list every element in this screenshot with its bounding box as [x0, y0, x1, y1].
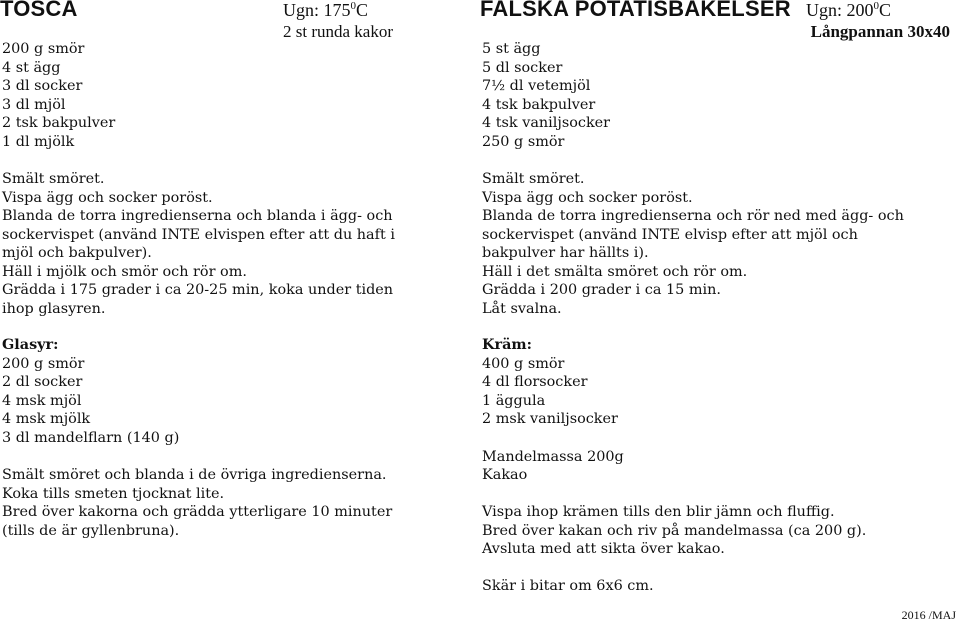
- instruction-line: Smält smöret.: [482, 171, 585, 187]
- footer-credit: 2016 /MAJ: [901, 608, 956, 622]
- instruction-line: Bred över kakorna och grädda ytterligare 10 minuter: [2, 504, 393, 520]
- glaze-heading: Glasyr:: [2, 336, 59, 353]
- ingredient-item: 2 dl socker: [2, 374, 83, 390]
- recipe-title: TOSCA: [0, 0, 78, 21]
- instruction-line: Vispa ägg och socker poröst.: [2, 190, 213, 206]
- oven-temperature: Ugn: $175^0C$: [283, 0, 369, 20]
- ingredient-item: 5 dl socker: [482, 60, 563, 76]
- instruction-line: sockervispet (använd INTE elvisp efter att mjöl och: [482, 227, 858, 243]
- instruction-line: Smält smöret och blanda i de övriga ingredienserna.: [2, 467, 387, 483]
- instruction-line: Låt svalna.: [482, 301, 562, 317]
- ingredient-item: 250 g smör: [482, 134, 565, 150]
- recipe-title: FALSKA POTATISBAKELSER: [480, 0, 791, 21]
- oven-temperature: Ugn: $200^0C$: [806, 0, 892, 20]
- instruction-line: Grädda i 200 grader i ca 15 min.: [482, 282, 721, 298]
- ingredient-item: 200 g smör: [2, 356, 85, 372]
- ingredient-item: 2 tsk bakpulver: [2, 115, 116, 131]
- ingredient-item: 4 tsk bakpulver: [482, 97, 596, 113]
- ingredient-item: 4 msk mjölk: [2, 411, 91, 427]
- ingredient-item: 3 dl mjöl: [2, 97, 66, 113]
- instruction-line: Grädda i 175 grader i ca 20-25 min, koka under tiden: [2, 282, 394, 298]
- instruction-line: Blanda de torra ingredienserna och blanda i ägg- och: [2, 208, 393, 224]
- ingredient-item: 200 g smör: [2, 41, 85, 57]
- instruction-line: Häll i mjölk och smör och rör om.: [2, 264, 247, 280]
- ingredient-item: 4 st ägg: [2, 60, 61, 76]
- serving-note: Skär i bitar om 6x6 cm.: [482, 578, 654, 594]
- ingredient-item: 3 dl mandelflarn (140 g): [2, 430, 180, 446]
- instruction-line: Blanda de torra ingredienserna och rör ned med ägg- och: [482, 208, 904, 224]
- instruction-line: Bred över kakan och riv på mandelmassa (ca 200 g).: [482, 523, 867, 539]
- instruction-line: Smält smöret.: [2, 171, 105, 187]
- ingredient-item: 4 msk mjöl: [2, 393, 82, 409]
- ingredient-item: 1 äggula: [482, 393, 546, 409]
- instruction-line: Koka tills smeten tjocknat lite.: [2, 486, 225, 502]
- ingredient-item: 5 st ägg: [482, 41, 541, 57]
- cream-heading: Kräm:: [482, 336, 532, 353]
- instruction-line: Häll i det smälta smöret och rör om.: [482, 264, 748, 280]
- ingredient-item: 7½ dl vetemjöl: [482, 78, 591, 94]
- ingredient-item: 400 g smör: [482, 356, 565, 372]
- recipe-yield: 2 st runda kakor: [283, 22, 394, 41]
- instruction-line: bakpulver har hällts i).: [482, 245, 649, 261]
- instruction-line: (tills de är gyllenbruna).: [2, 523, 180, 539]
- instruction-line: ihop glasyren.: [2, 301, 106, 317]
- ingredient-item: Mandelmassa 200g: [482, 449, 624, 465]
- ingredient-item: 1 dl mjölk: [2, 134, 75, 150]
- instruction-line: mjöl och bakpulver).: [2, 245, 152, 261]
- ingredient-item: 4 dl florsocker: [482, 374, 588, 390]
- ingredient-item: 3 dl socker: [2, 78, 83, 94]
- ingredient-item: Kakao: [482, 467, 528, 483]
- ingredient-item: 4 tsk vaniljsocker: [482, 115, 611, 131]
- instruction-line: Avsluta med att sikta över kakao.: [482, 541, 725, 557]
- instruction-line: Vispa ihop krämen tills den blir jämn och fluffig.: [482, 504, 835, 520]
- instruction-line: sockervispet (använd INTE elvispen efter att du haft i: [2, 227, 395, 243]
- ingredient-item: 2 msk vaniljsocker: [482, 411, 618, 427]
- instruction-line: Vispa ägg och socker poröst.: [482, 190, 693, 206]
- pan-size: Långpannan 30x40: [810, 22, 950, 41]
